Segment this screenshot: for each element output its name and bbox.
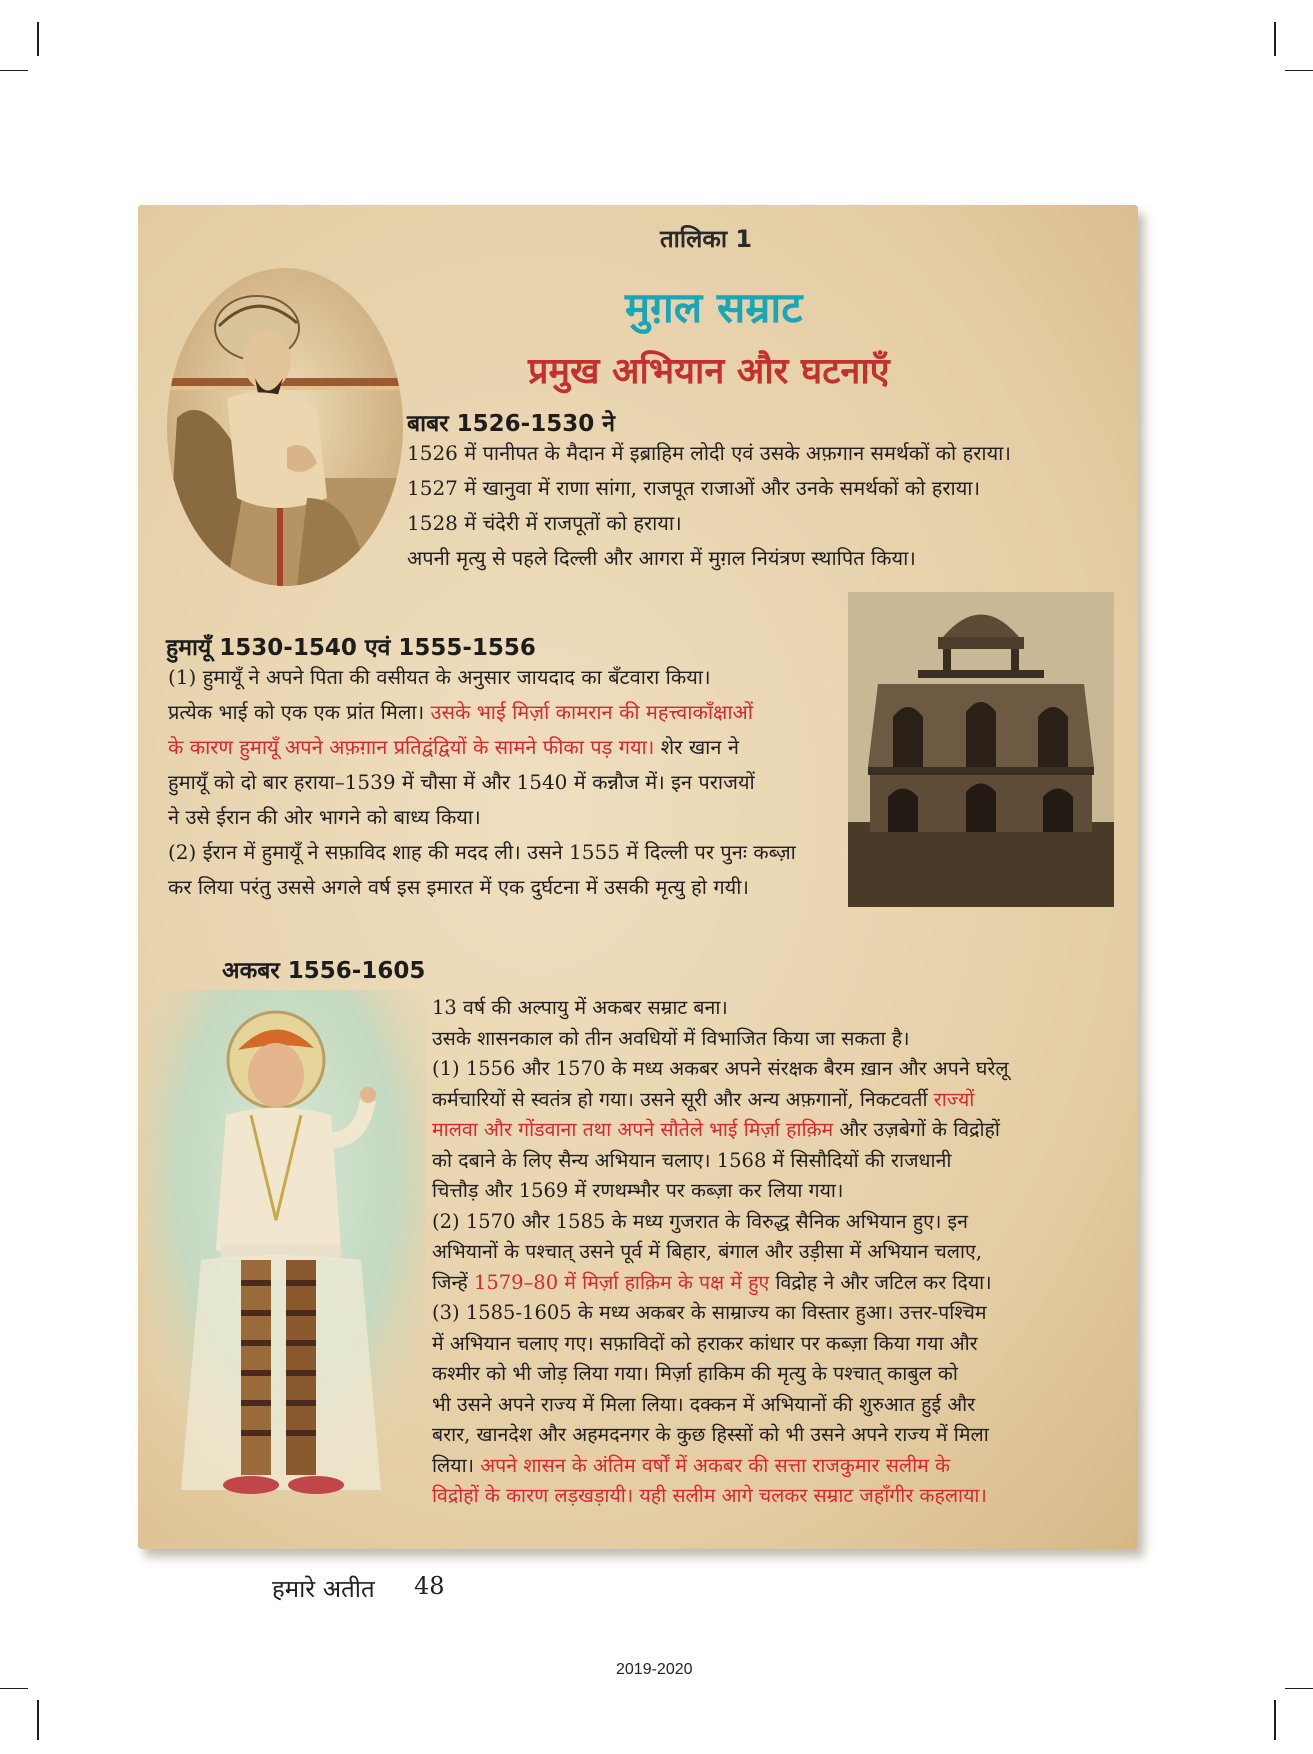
edition-year: 2019-2020 xyxy=(616,1661,693,1678)
crop-mark xyxy=(1285,1688,1313,1689)
humayun-line: ने उसे ईरान की ओर भागने को बाध्य किया। xyxy=(168,805,481,829)
crop-mark xyxy=(0,70,28,71)
akbar-line: (3) 1585-1605 के मध्य अकबर के साम्राज्य का विस्तार हुआ। उत्तर-पश्चिम xyxy=(432,1301,987,1324)
babur-line: अपनी मृत्यु से पहले दिल्ली और आगरा में मुग़ल नियंत्रण स्थापित किया। xyxy=(407,546,916,570)
akbar-line: लिया। अपने शासन के अंतिम वर्षों में अकबर की सत्ता राजकुमार सलीम के xyxy=(432,1453,951,1477)
akbar-line: (1) 1556 और 1570 के मध्य अकबर अपने संरक्षक बैरम ख़ान और अपने घरेलू xyxy=(432,1057,1009,1080)
babur-portrait xyxy=(167,268,403,586)
crop-mark xyxy=(1274,1700,1276,1740)
akbar-line: भी उसने अपने राज्य में मिला लिया। दक्कन में अभियानों की शुरुआत हुई और xyxy=(432,1392,976,1416)
table-label: तालिका 1 xyxy=(660,225,753,253)
humayun-line: (2) ईरान में हुमायूँ ने सफ़ाविद शाह की मदद ली। उसने 1555 में दिल्ली पर पुनः कब्ज़ा xyxy=(168,840,796,864)
babur-line: 1526 में पानीपत के मैदान में इब्राहिम लोदी एवं उसके अफ़गान समर्थकों को हराया। xyxy=(407,441,1011,465)
akbar-line: चित्तौड़ और 1569 में रणथम्भौर पर कब्ज़ा कर लिया गया। xyxy=(432,1179,844,1202)
babur-line: 1528 में चंदेरी में राजपूतों को हराया। xyxy=(407,511,682,535)
page-number: 48 xyxy=(414,1572,445,1600)
humayun-text xyxy=(168,660,796,905)
babur-heading: बाबर 1526-1530 ने xyxy=(407,411,615,437)
humayun-heading: हुमायूँ 1530-1540 एवं 1555-1556 xyxy=(166,635,536,661)
akbar-line: कर्मचारियों से स्वतंत्र हो गया। उसने सूरी और अन्य अफ़गानों, निकटवर्ती राज्यों xyxy=(432,1087,975,1111)
akbar-portrait xyxy=(146,990,426,1520)
akbar-line: को दबाने के लिए सैन्य अभियान चलाए। 1568 में सिसौदियों की राजधानी xyxy=(432,1148,952,1172)
crop-mark xyxy=(1274,22,1276,56)
book-title: हमारे अतीत xyxy=(272,1575,375,1603)
akbar-line: (2) 1570 और 1585 के मध्य गुजरात के विरुद्ध सैनिक अभियान हुए। इन xyxy=(432,1209,968,1233)
crop-mark xyxy=(0,1688,28,1689)
sub-title: प्रमुख अभियान और घटनाएँ xyxy=(528,351,890,392)
main-title: मुग़ल सम्राट xyxy=(625,283,803,332)
crop-mark xyxy=(37,22,39,56)
humayun-line: के कारण हुमायूँ अपने अफ़ग़ान प्रतिद्वंद्वियों के सामने फीका पड़ गया। शेर खान ने xyxy=(168,735,739,759)
akbar-line: 13 वर्ष की अल्पायु में अकबर सम्राट बना। xyxy=(432,996,728,1019)
akbar-line: कश्मीर को भी जोड़ लिया गया। मिर्ज़ा हाकिम की मृत्यु के पश्चात् काबुल को xyxy=(432,1362,958,1385)
humayun-line: (1) हुमायूँ ने अपने पिता की वसीयत के अनुसार जायदाद का बँटवारा किया। xyxy=(168,665,711,689)
humayun-line: हुमायूँ को दो बार हराया–1539 में चौसा में और 1540 में कन्नौज में। इन पराजयों xyxy=(168,770,755,794)
akbar-line: विद्रोहों के कारण लड़खड़ायी। यही सलीम आगे चलकर सम्राट जहाँगीर कहलाया। xyxy=(432,1484,987,1507)
babur-text xyxy=(407,436,1011,576)
akbar-line: अभियानों के पश्चात् उसने पूर्व में बिहार, बंगाल और उड़ीसा में अभियान चलाए, xyxy=(432,1240,983,1263)
babur-line: 1527 में खानुवा में राणा सांगा, राजपूत राजाओं और उनके समर्थकों को हराया। xyxy=(407,476,981,500)
crop-mark xyxy=(37,1700,39,1740)
akbar-line: जिन्हें 1579–80 में मिर्ज़ा हाक़िम के पक्ष में हुए विद्रोह ने और जटिल कर दिया। xyxy=(432,1270,992,1294)
crop-mark xyxy=(1285,70,1313,71)
humayun-line: कर लिया परंतु उससे अगले वर्ष इस इमारत में एक दुर्घटना में उसकी मृत्यु हो गयी। xyxy=(168,875,749,899)
humayun-line: प्रत्येक भाई को एक एक प्रांत मिला। उसके भाई मिर्ज़ा कामरान की महत्त्वाकाँक्षाओं xyxy=(168,700,753,724)
akbar-line: में अभियान चलाए गए। सफ़ाविदों को हराकर कांधार पर कब्ज़ा किया गया और xyxy=(432,1331,978,1355)
akbar-heading: अकबर 1556-1605 xyxy=(222,958,426,984)
akbar-line: बरार, खानदेश और अहमदनगर के कुछ हिस्सों को भी उसने अपने राज्य में मिला xyxy=(432,1423,989,1446)
akbar-line: उसके शासनकाल को तीन अवधियों में विभाजित किया जा सकता है। xyxy=(432,1026,910,1050)
building-photo xyxy=(848,592,1114,907)
akbar-text xyxy=(432,993,1009,1512)
akbar-line: मालवा और गोंडवाना तथा अपने सौतेले भाई मिर्ज़ा हाक़िम और उज़बेगों के विद्रोहों xyxy=(432,1118,1000,1141)
